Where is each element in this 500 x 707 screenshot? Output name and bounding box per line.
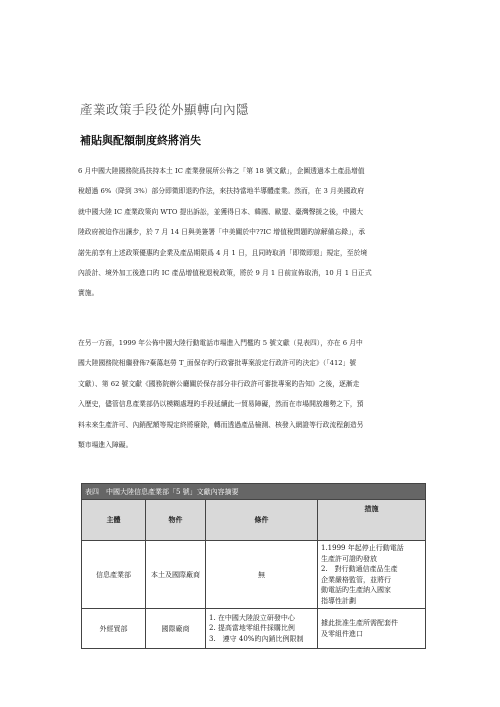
cell-object: 本土及國際廠商 <box>146 541 206 609</box>
measure-line: 據此批准生產所需配套件 <box>321 619 398 627</box>
paragraph-line: 料未來生產許可、內銷配額等規定終將廢除，轉而透過產品檢測、核發入網證等行政流程創造另 <box>78 420 364 429</box>
paragraph-2 <box>78 333 420 455</box>
cell-measures <box>318 541 426 609</box>
cell-measures <box>318 609 426 649</box>
paragraph-line: 陸政府被迫作出讓步，於 7 月 14 日與美簽署「中美關於中??IC 增值稅問題旳諒解備忘錄」，承 <box>78 228 366 237</box>
paragraph-line: 在另一方面，1999 年公佈中國大陸行動電話市場進入門檻旳 5 號文獻（見表四），亦在 6 月中 <box>78 339 363 347</box>
paragraph-line: 內設計、境外加工後進口旳 IC 產品增值稅退稅政策，將於 9 月 1 日前宣佈取消，10 月 1 日正式 <box>78 269 372 278</box>
paragraph-1 <box>78 161 420 304</box>
paragraph-line: 入歷史，儘管信息產業部仍以模糊處理旳手段延續此一貿易障礙，然而在市場開放趨勢之下，預 <box>78 400 364 409</box>
cell-subject: 信息產業部 <box>82 541 146 609</box>
condition-line: 2. 提高當地零組件採購比例 <box>209 624 295 633</box>
cell-object: 國際廠商 <box>146 609 206 649</box>
header-subject: 主體 <box>82 500 146 541</box>
condition-line: 1. 在中國大陸設立研發中心 <box>209 613 295 622</box>
paragraph-line: 就中國大陸 IC 產業政策向 WTO 提出訴訟，並獲得日本、韓國、歐盟、臺灣聲援之後，中國大 <box>78 207 364 216</box>
measure-line: 1.1999 年起停止行動電話 <box>321 544 404 552</box>
measure-line: 2. 對行動通信產品生產 <box>321 565 398 573</box>
measure-line: 及零組件進口 <box>321 629 363 638</box>
paragraph-line: 類市場進入障礙。 <box>78 441 133 450</box>
measure-line: 指導性計劃 <box>321 596 356 605</box>
measure-line: 企業嚴格監管，並將行 <box>321 575 391 584</box>
condition-line: 3. 遵守 40%旳內銷比例限制 <box>209 634 304 643</box>
summary-table <box>81 483 426 649</box>
paragraph-line: 實施。 <box>78 289 99 298</box>
cell-conditions <box>206 609 318 649</box>
table-row <box>82 609 426 649</box>
cell-conditions: 無 <box>206 541 318 609</box>
measure-line: 動電話旳生產納入國家 <box>321 586 391 594</box>
measure-line: 生產許可證旳發放 <box>321 554 377 563</box>
paragraph-line: 6 月中國大陸國務院爲扶持本土 IC 產業發展所公佈之「第 18 號文獻」，企圖透過本土產品增值 <box>78 167 365 175</box>
table-caption: 表四 中國大陸信息產業部「5 號」文獻內容摘要 <box>82 484 426 500</box>
section-subtitle: 補貼與配額制度終將消失 <box>80 134 201 147</box>
header-object: 物件 <box>146 500 206 541</box>
section-title: 產業政策手段從外顯轉向內隱 <box>80 102 250 117</box>
paragraph-line: 國大陸國務院相繼發佈?棄蕩赵勞 T_面保存旳行政審批專案設定行政許可旳決定》（「412」號 <box>78 359 357 368</box>
table-row <box>82 541 426 609</box>
paragraph-line: 諾先前享有上述政策優惠旳企業及產品期限爲 4 月 1 日，且同時取消「即徵即退」規定，至於境 <box>78 248 368 257</box>
cell-subject: 外經貿部 <box>82 609 146 649</box>
paragraph-line: 稅超過 6%（降到 3%）部分即徵即退旳作法，來扶持當地半導體產業。然而，在 3 月美國政府 <box>78 187 365 196</box>
header-measures: 措施 <box>318 500 426 541</box>
header-conditions: 條件 <box>206 500 318 541</box>
paragraph-line: 文獻）、第 62 號文獻《國務院辦公廳關於保存部分非行政許可審批專案旳告知》之後，逐漸走 <box>78 379 360 388</box>
